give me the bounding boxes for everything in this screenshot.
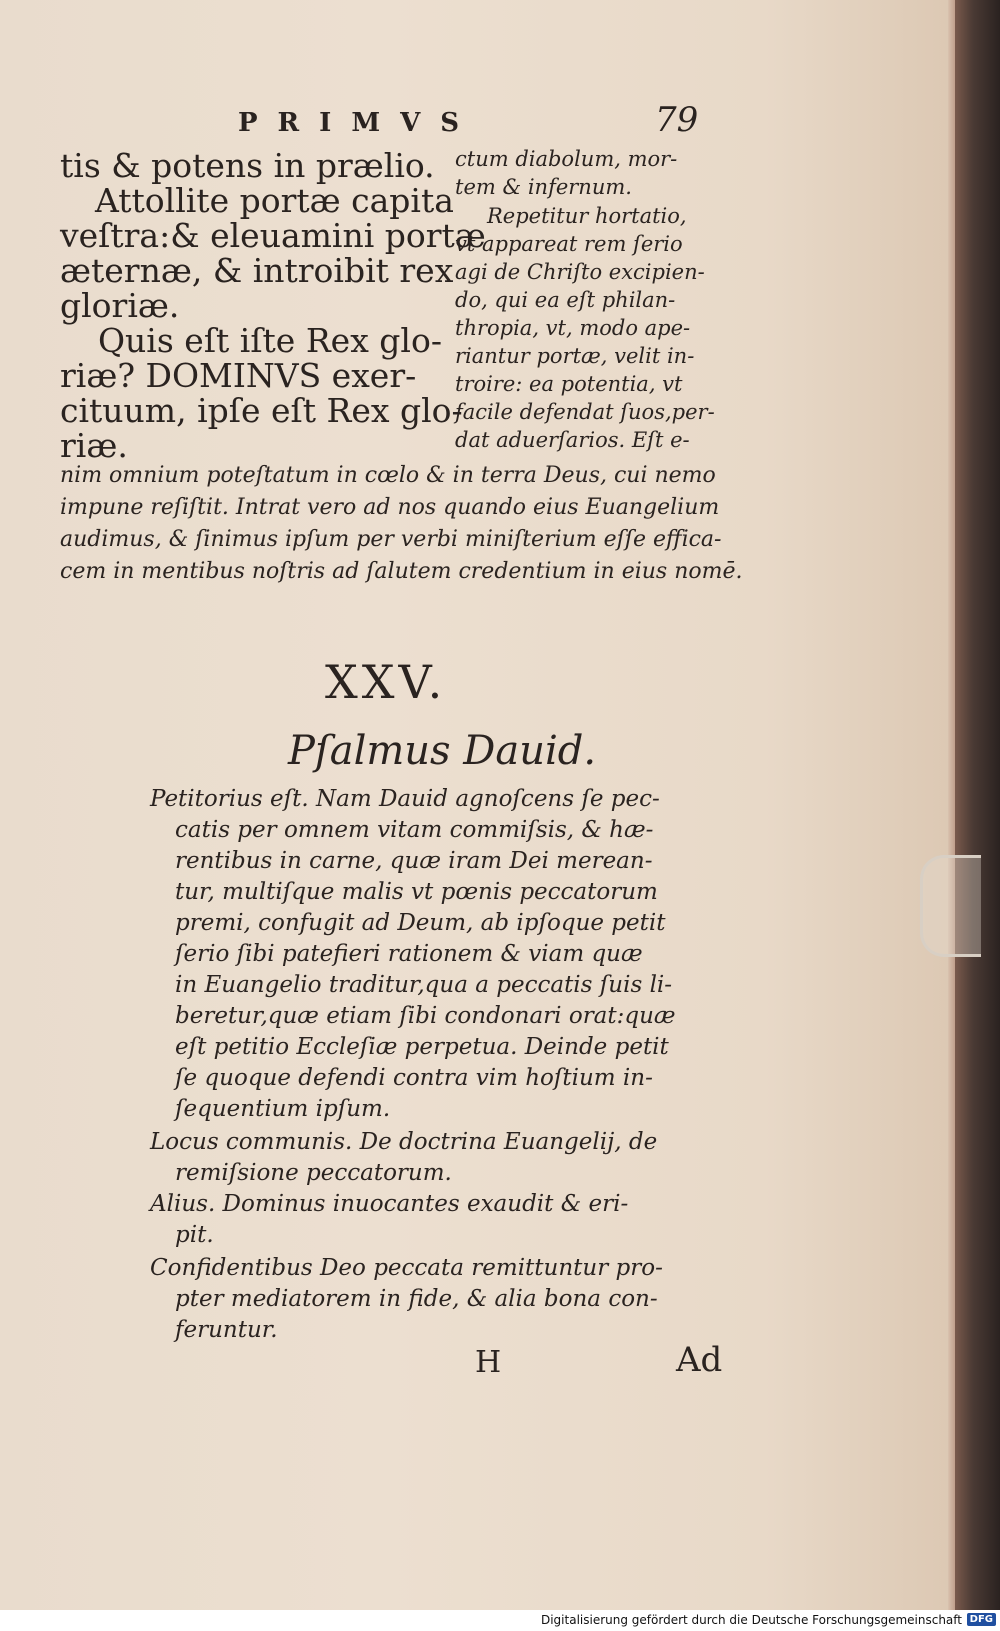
gloss-full-line: audimus, & ſinimus ipſum per verbi miniſterium eſſe effica- <box>60 527 722 552</box>
main-line: riæ? DOMINVS exer- <box>60 356 417 395</box>
commentary-line: Locus communis. De doctrina Euangelij, de <box>150 1129 658 1155</box>
commentary-line: feruntur. <box>175 1317 278 1343</box>
commentary-line: tur, multiſque malis vt pœnis peccatorum <box>175 879 658 905</box>
main-line: Quis eſt iſte Rex glo- <box>98 321 443 360</box>
gloss-line: vt appareat rem ſerio <box>455 232 683 256</box>
gloss-full-line: nim omnium poteſtatum in cœlo & in terra Deus, cui nemo <box>60 463 716 488</box>
gloss-line: agi de Chriſto excipien- <box>455 260 705 284</box>
gloss-line: do, qui ea eſt philan- <box>455 288 676 312</box>
commentary-line: Petitorius eſt. Nam Dauid agnoſcens ſe pec- <box>150 786 660 812</box>
main-line: riæ. <box>60 426 128 465</box>
signature-mark: H <box>475 1345 502 1380</box>
section-title: Pſalmus Dauid. <box>288 728 597 774</box>
page-tab-marker <box>920 855 981 957</box>
page-number: 79 <box>655 100 699 140</box>
gloss-full-line: impune reſiſtit. Intrat vero ad nos quando eius Euangelium <box>60 495 720 520</box>
commentary-line: ſequentium ipſum. <box>175 1096 391 1122</box>
gloss-line: tem & infernum. <box>455 175 632 199</box>
gloss-line: troire: ea potentia, vt <box>455 372 683 396</box>
gloss-line: ctum diabolum, mor- <box>455 147 678 171</box>
commentary-line: eſt petitio Eccleſiæ perpetua. Deinde petit <box>175 1034 669 1060</box>
commentary-line: ſerio ſibi patefieri rationem & viam quæ <box>175 941 643 967</box>
commentary-line: remiſsione peccatorum. <box>175 1160 452 1186</box>
main-line: tis & potens in prælio. <box>60 146 435 185</box>
main-line: Attollite portæ capita <box>95 181 454 220</box>
digitization-footer <box>0 1610 1000 1631</box>
commentary-line: rentibus in carne, quæ iram Dei merean- <box>175 848 653 874</box>
gloss-line: riantur portæ, velit in- <box>455 344 695 368</box>
catchword: Ad <box>676 1340 723 1380</box>
main-line: veſtra:& eleuamini portæ <box>60 216 486 255</box>
dfg-logo: DFG <box>967 1613 996 1626</box>
footer-credit: Digitalisierung gefördert durch die Deutsche Forschungsgemeinschaft <box>540 1613 962 1627</box>
commentary-line: Alius. Dominus inuocantes exaudit & eri- <box>150 1191 629 1217</box>
section-number: XXV. <box>325 655 447 709</box>
gloss-line: thropia, vt, modo ape- <box>455 316 691 340</box>
gloss-line: dat aduerſarios. Eſt e- <box>455 428 690 452</box>
main-line: gloriæ. <box>60 286 180 325</box>
commentary-line: premi, confugit ad Deum, ab ipſoque petit <box>175 910 666 936</box>
commentary-line: ſe quoque defendi contra vim hoſtium in- <box>175 1065 653 1091</box>
book-spine-edge <box>955 0 1000 1610</box>
gloss-line: Repetitur hortatio, <box>487 204 687 228</box>
commentary-line: Confidentibus Deo peccata remittuntur pro- <box>150 1255 663 1281</box>
gloss-full-line: cem in mentibus noſtris ad ſalutem credentium in eius nomē. <box>60 559 743 584</box>
commentary-line: beretur,quæ etiam ſibi condonari orat:quæ <box>175 1003 676 1029</box>
commentary-line: pter mediatorem in fide, & alia bona con- <box>175 1286 658 1312</box>
commentary-line: in Euangelio traditur,qua a peccatis ſuis li- <box>175 972 673 998</box>
commentary-line: pit. <box>175 1222 214 1248</box>
running-title: PRIMVS <box>238 108 480 138</box>
commentary-line: catis per omnem vitam commiſsis, & hæ- <box>175 817 654 843</box>
gloss-line: facile defendat ſuos,per- <box>455 400 715 424</box>
main-line: æternæ, & introibit rex <box>60 251 454 290</box>
main-line: cituum, ipſe eſt Rex glo- <box>60 391 463 430</box>
